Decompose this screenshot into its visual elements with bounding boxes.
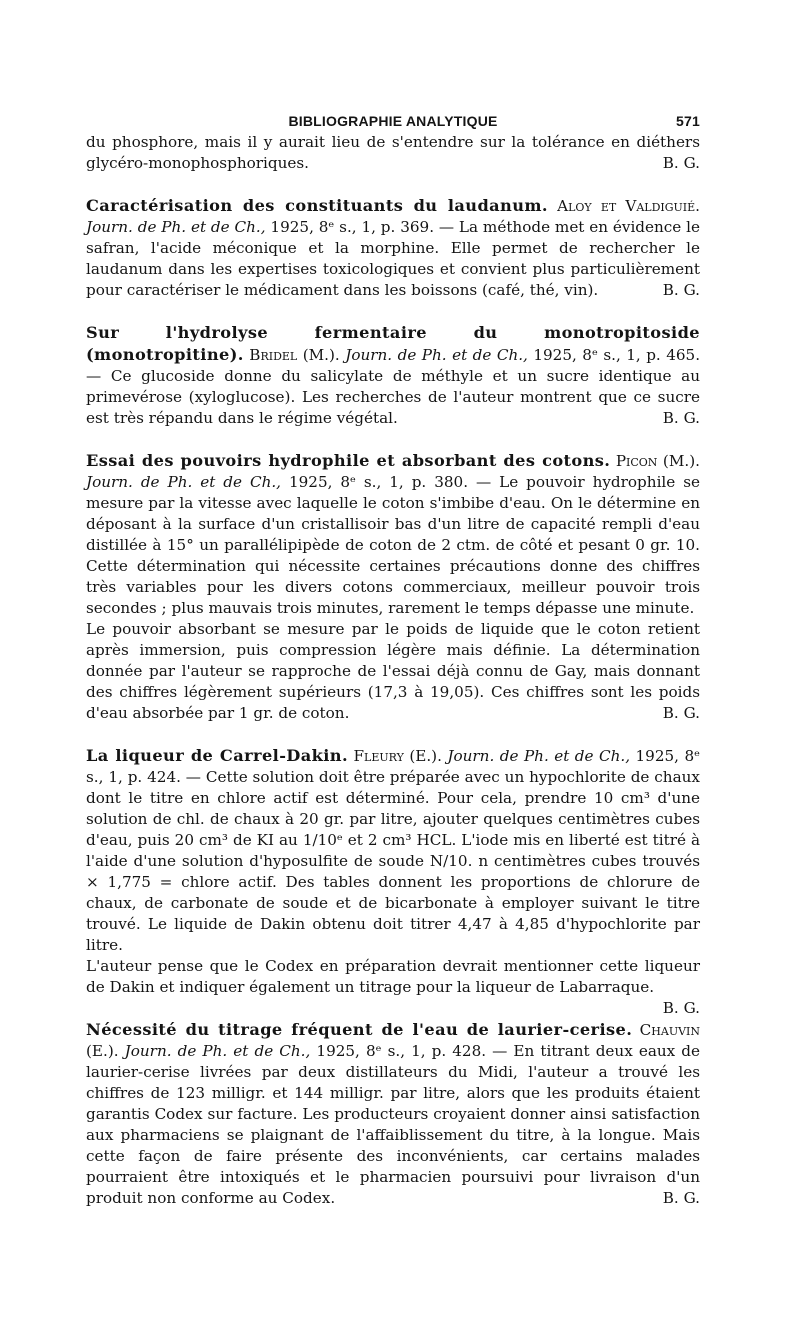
entry-citation: 1925, 8ᵉ s., 1, p. 465. — bbox=[86, 346, 701, 385]
spacer bbox=[86, 998, 700, 1019]
page-number: 571 bbox=[676, 113, 700, 129]
author-initials: B. G. bbox=[662, 1189, 700, 1207]
running-head bbox=[86, 106, 700, 132]
entry-authors: Fleury (E.). bbox=[353, 747, 442, 765]
entry-paragraph bbox=[86, 745, 700, 956]
paragraph-text: La méthode met en évidence le safran, l'acide méconique et la morphine. Elle permet de rechercher le laudanum dans les expertises toxicologiques et convient plus particulièrement pour caractériser le médicament dans les boissons (café, thé, vin). bbox=[86, 218, 700, 299]
spacer bbox=[86, 301, 700, 322]
entry-journal: Journ. de Ph. et de Ch., bbox=[124, 1042, 311, 1060]
paragraph-text: L'auteur pense que le Codex en préparation devrait mentionner cette liqueur de Dakin et indiquer également un titrage pour la liqueur de Labarraque. bbox=[86, 957, 700, 996]
entry-laudanum bbox=[86, 195, 700, 301]
entry-paragraph bbox=[86, 450, 700, 619]
entry-phosphore bbox=[86, 132, 700, 174]
entry-paragraph bbox=[86, 956, 700, 1017]
entry-citation: 1925, 8ᵉ s., 1, p. 369. — bbox=[265, 218, 455, 236]
entry-carrel-dakin bbox=[86, 745, 701, 1017]
entry-title: Caractérisation des constituants du laudanum. bbox=[86, 196, 548, 215]
entry-paragraph bbox=[86, 195, 700, 301]
page bbox=[86, 106, 700, 1209]
paragraph-text: Ce glucoside donne du salicylate de méthyle et un sucre identique au primevérose (xyloglucose). Les recherches de l'auteur montrent que ce sucre est très répandu dans le régime végétal. bbox=[86, 367, 700, 427]
entry-authors: Picon (M.). bbox=[615, 452, 700, 470]
entry-cotons bbox=[86, 450, 700, 724]
paragraph-text: Le pouvoir absorbant se mesure par le poids de liquide que le coton retient après immersion, puis compression légère mais définie. La détermination donnée par l'auteur se rapproche de l'essai déjà connu de Gay, mais donnant des chiffres légèrement supérieurs (17,3 à 19,05). Ces chiffres sont les poids d'eau absorbée par 1 gr. de coton. bbox=[86, 620, 700, 722]
author-initials: B. G. bbox=[662, 409, 700, 427]
entry-citation: 1925, 8ᵉ s., 1, p. 380. — bbox=[281, 473, 492, 491]
author-initials: B. G. bbox=[662, 281, 700, 299]
entry-paragraph bbox=[86, 619, 700, 724]
entry-authors: Chauvin (E.). bbox=[86, 1021, 701, 1060]
entry-title: Essai des pouvoirs hydrophile et absorbant des cotons. bbox=[86, 451, 611, 470]
entry-laurier-cerise bbox=[86, 1019, 700, 1209]
entry-citation: 1925, 8ᵉ s., 1, p. 424. — bbox=[86, 747, 701, 786]
entry-paragraph bbox=[86, 322, 700, 429]
entry-paragraph bbox=[86, 1019, 700, 1209]
entry-journal: Journ. de Ph. et de Ch., bbox=[86, 473, 282, 491]
author-initials: B. G. bbox=[662, 999, 700, 1017]
entry-title: Nécessité du titrage fréquent de l'eau de laurier-cerise. bbox=[86, 1020, 633, 1039]
spacer bbox=[86, 429, 700, 450]
entry-monotropitoside bbox=[86, 322, 700, 429]
paragraph-text: Le pouvoir hydrophile se mesure par la vitesse avec laquelle le coton s'imbibe d'eau. On le détermine en déposant à la surface d'un cristallisoir bas d'un litre de capacité rempli d'eau distillée à 15° un parallélipipède de coton de 2 ctm. de côté et pesant 0 gr. 10. Cette détermination qui nécessite certaines précautions donne des chiffres très variables pour les divers cotons commerciaux, meilleur pouvoir trois secondes ; plus mauvais trois minutes, rarement le temps dépasse une minute. bbox=[86, 473, 700, 617]
entry-title: Sur l'hydrolyse fermentaire du monotropitoside (monotropitine). bbox=[86, 323, 700, 364]
entry-citation: 1925, 8ᵉ s., 1, p. 428. — bbox=[310, 1042, 508, 1060]
paragraph-text: Cette solution doit être préparée avec un hypochlorite de chaux dont le titre en chlore actif est déterminé. Pour cela, prendre 10 cm³ d'une solution de chl. de chaux à 20 gr. par litre, ajouter quelques centimètres cubes d'eau, puis 20 cm³ de KI au 1/10ᵉ et 2 cm³ HCL. L'iode mis en liberté est titré à l'aide d'une solution d'hyposulfite de soude N/10. n centimètres cubes trouvés × 1,775 = chlore actif. Des tables donnent les proportions de chlorure de chaux, de carbonate de soude et de bicarbonate à employer suivant le titre trouvé. Le liquide de Dakin obtenu doit titrer 4,47 à 4,85 d'hypochlorite par litre. bbox=[86, 768, 700, 954]
spacer bbox=[86, 724, 700, 745]
entry-journal: Journ. de Ph. et de Ch., bbox=[447, 747, 631, 765]
spacer bbox=[86, 174, 700, 195]
entry-authors: Bridel (M.). bbox=[249, 346, 340, 364]
entry-title: La liqueur de Carrel-Dakin. bbox=[86, 746, 349, 765]
author-initials: B. G. bbox=[662, 154, 700, 172]
author-initials: B. G. bbox=[662, 704, 700, 722]
entry-paragraph bbox=[86, 132, 700, 174]
entry-journal: Journ. de Ph. et de Ch., bbox=[345, 346, 528, 364]
entry-authors: Aloy et Valdiguié. bbox=[557, 197, 701, 215]
paragraph-text: En titrant deux eaux de laurier-cerise livrées par deux distillateurs du Midi, l'auteur a trouvé les chiffres de 123 milligr. et 144 milligr. par litre, alors que les produits étaient garantis Codex sur facture. Les producteurs croyaient donner ainsi satisfaction aux pharmaciens se plaignant de l'affaiblissement du titre, à la longue. Mais cette façon de faire présente des inconvénients, car certains malades pourraient être intoxiqués et le pharmacien poursuivi pour livraison d'un produit non conforme au Codex. bbox=[86, 1042, 701, 1207]
paragraph-text: du phosphore, mais il y aurait lieu de s'entendre sur la tolérance en diéthers glycéro-monophosphoriques. bbox=[86, 133, 700, 172]
entry-journal: Journ. de Ph. et de Ch., bbox=[86, 218, 266, 236]
running-head-title: BIBLIOGRAPHIE ANALYTIQUE bbox=[288, 113, 498, 129]
